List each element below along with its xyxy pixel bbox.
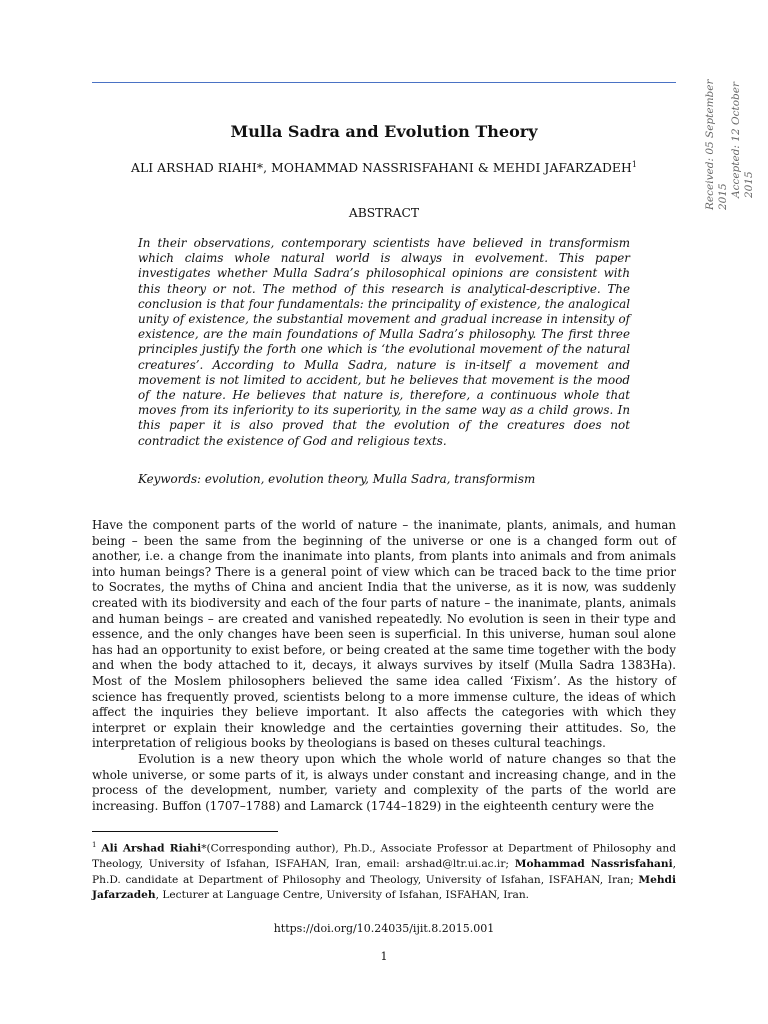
footnote-author-2-affiliation: , Ph.D. candidate at Department of Philosophy and Theology, University of Isfahan, ISFAHAN, Iran;: [92, 858, 677, 886]
footnote-author-1: Ali Arshad Riahi: [101, 842, 202, 855]
footnote-author-2: Mohammad Nassrisfahani: [514, 858, 673, 871]
author-footnote-marker[interactable]: 1: [631, 160, 638, 169]
footnote-author-3: Mehdi Jafarzadeh: [92, 873, 676, 902]
body-text: [92, 518, 676, 814]
footnote-rule: [92, 831, 278, 832]
doi-link[interactable]: https://doi.org/10.24035/ijit.8.2015.001: [273, 922, 495, 935]
abstract-text: In their observations, contemporary scientists have believed in transformism which claims whole natural world is always in evolvement. This paper investigates whether Mulla Sadra’s philosophical opinions are consistent with this theory or not. The method of this research is analytical-descriptive. The conclusion is that four fundamentals: the principality of existence, the analogical unity of existence, the substantial movement and gradual increase in intensity of existence, are the main foundations of Mulla Sadra’s philosophy. The first three principles justify the forth one which is ‘the evolutional movement of the natural creatures’. According to Mulla Sadra, nature is in-itself a movement and movement is not limited to accident, but he believes that movement is the mood of the nature. He believes that nature is, therefore, a continuous whole that moves from its inferiority to its superiority, in the same way as a child grows. In this paper it is also proved that the evolution of the creatures does not contradict the existence of God and religious texts.: [138, 236, 630, 448]
author-names: ALI ARSHAD RIAHI*, MOHAMMAD NASSRISFAHANI & MEHDI JAFARZADEH: [130, 161, 632, 176]
footnote-author-1-affiliation: *(Corresponding author), Ph.D., Associate Professor at Department of Philosophy and Theology, University of Isfahan, ISFAHAN, Iran, email: arshad@ltr.ui.ac.ir;: [92, 842, 676, 871]
page-number: 1: [380, 950, 388, 963]
footnote-author-3-affiliation: , Lecturer at Language Centre, University of Isfahan, ISFAHAN, Iran.: [155, 889, 530, 902]
footnote-marker: 1: [92, 841, 97, 849]
accepted-date: Accepted: 12 October 2015: [730, 82, 755, 198]
body-paragraph: Have the component parts of the world of nature – the inanimate, plants, animals, and human being – been the same from the beginning of the universe or one is a changed form out of another, i.e. a change from the inanimate into plants, from plants into animals and from animals into human beings? There is a general point of view which can be traced back to the time prior to Socrates, the myths of China and ancient India that the universe, as it is now, was suddenly created with its biodiversity and each of the four parts of nature – the inanimate, plants, animals and human beings – are created and vanished repeatedly. No evolution is seen in their type and essence, and the only changes have been seen is superficial. In this universe, human soul alone has had an opportunity to exist before, or being created at the same time together with the body and when the body attached to it, decays, it always survives by itself (Mulla Sadra 1383Ha). Most of the Moslem philosophers believed the same idea called ‘Fixism’. As the history of science has frequently proved, scientists belong to a more immense culture, the ideas of which affect the inquiries they believe important. It also affects the categories with which they interpret or explain their knowledge and the certainties governing their attitudes. So, the interpretation of religious books by theologians is based on theses cultural teachings.: [92, 518, 676, 751]
header-rule: [92, 82, 676, 83]
received-date: Received: 05 September 2015: [704, 79, 729, 210]
keywords: Keywords: evolution, evolution theory, Mulla Sadra, transformism: [138, 472, 536, 486]
author-footnote: [92, 838, 676, 904]
author-list: [92, 160, 676, 175]
submission-dates: [704, 79, 755, 210]
body-paragraph: Evolution is a new theory upon which the whole world of nature changes so that the whole universe, or some parts of it, is always under constant and increasing change, and in the process of the development, number, variety and complexity of the parts of the world are increasing. Buffon (1707–1788) and Lamarck (1744–1829) in the eighteenth century were the: [92, 751, 676, 813]
paper-title: Mulla Sadra and Evolution Theory: [230, 122, 538, 141]
abstract-heading: ABSTRACT: [348, 206, 420, 220]
